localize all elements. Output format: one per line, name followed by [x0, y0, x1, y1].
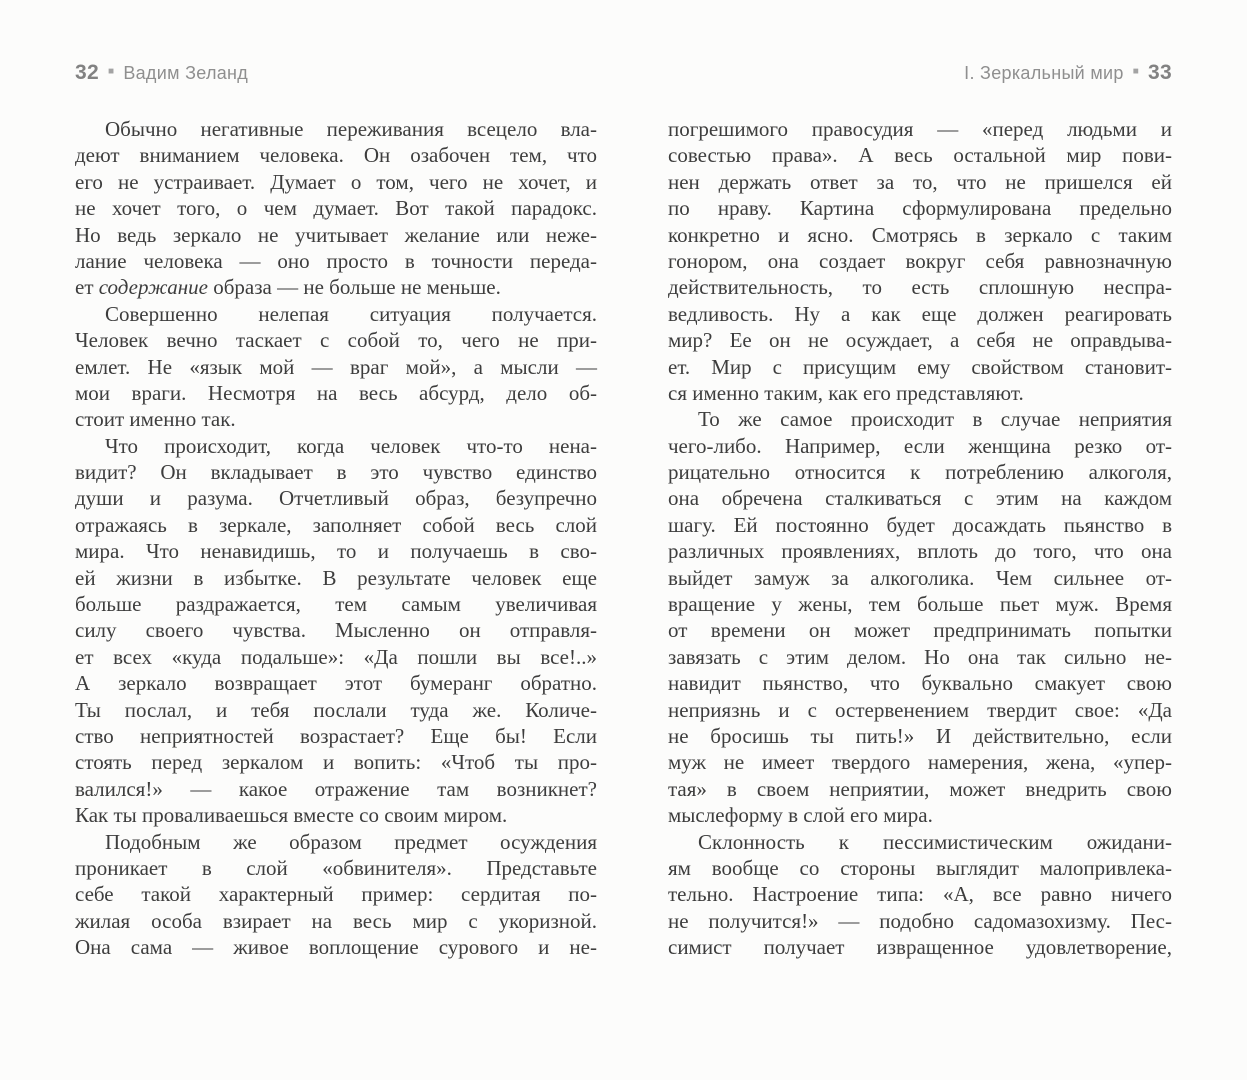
text-line: больше раздражается, тем самым увеличивая [75, 592, 597, 617]
text-line: ям вообще со стороны выглядит малопривлека- [668, 855, 1172, 880]
text-line: Но ведь зеркало не учитывает желание или неже- [75, 222, 597, 247]
text-line: мои враги. Несмотря на весь абсурд, дело об- [75, 380, 597, 405]
text-line: валился!» — какое отражение там возникнет? [75, 776, 597, 801]
text-line: Человек вечно таскает с собой то, чего не при- [75, 328, 597, 353]
text-line: навидит пьянство, что буквально смакует свою [668, 671, 1172, 696]
text-line: видит? Он вкладывает в это чувство единство [75, 460, 597, 485]
text-line: стоять перед зеркалом и вопить: «Чтоб ты про- [75, 750, 597, 775]
text-line: деют вниманием человека. Он озабочен тем, что [75, 143, 597, 168]
text-line: Склонность к пессимистическим ожидани- [698, 829, 1172, 854]
text-line: ство неприятностей возрастает? Еще бы! Если [75, 723, 597, 748]
text-line: Как ты проваливаешься вместе со своим миром. [75, 803, 508, 828]
text-line: шагу. Ей постоянно будет досаждать пьянство в [668, 512, 1172, 537]
text-line: души и разума. Отчетливый образ, безупречно [75, 486, 597, 511]
text-line: отражаясь в зеркале, заполняет собой весь слой [75, 512, 597, 537]
text-line: ся именно таким, как его представляют. [668, 380, 1024, 405]
text-line: ей жизни в избытке. В результате человек еще [75, 565, 597, 590]
page-left [75, 62, 597, 961]
text-line: ведливость. Ну а как еще должен реагировать [668, 301, 1172, 326]
text-line: чего-либо. Например, если женщина резко от- [668, 433, 1172, 458]
text-line: нен держать ответ за то, что не пришелся ей [668, 169, 1172, 194]
text-line: симист получает извращенное удовлетворение, [668, 935, 1172, 960]
text-line: не получится!» — подобно садомазохизму. Пес- [668, 908, 1172, 933]
text-line: стоит именно так. [75, 407, 236, 432]
text-line: Совершенно нелепая ситуация получается. [105, 301, 597, 326]
running-header-left [75, 62, 597, 84]
page-right [668, 62, 1172, 961]
page-left-body [75, 116, 597, 961]
text-line: его не устраивает. Думает о том, чего не хочет, и [75, 169, 597, 194]
text-line: гонором, она создает вокруг себя равнозначную [668, 248, 1172, 273]
text-line: тельно. Настроение типа: «А, все равно ничего [668, 882, 1172, 907]
text-line: погрешимого правосудия — «перед людьми и [668, 117, 1172, 141]
page-right-body [668, 116, 1172, 961]
text-line: она обречена сталкиваться с этим на каждом [668, 486, 1172, 511]
text-line: ет всех «куда подальше»: «Да пошли вы все!..» [75, 644, 597, 669]
text-line: жилая особа взирает на весь мир с укоризной. [75, 908, 597, 933]
text-line: неприязнь и с остервенением твердит свое: «Да [668, 697, 1172, 722]
text-line: А зеркало возвращает этот бумеранг обратно. [75, 671, 597, 696]
text-line: завязать с этим делом. Но она так сильно не- [668, 644, 1172, 669]
text-line: лание человека — оно просто в точности переда- [75, 248, 597, 273]
text-line: Что происходит, когда человек что-то нена- [105, 433, 597, 458]
text-line: вращение у жены, тем больше пьет муж. Время [668, 592, 1172, 617]
text-line: То же самое происходит в случае неприятия [698, 407, 1172, 432]
text-line: рицательно относится к потреблению алкоголя, [668, 460, 1172, 485]
text-line: себе такой характерный пример: сердитая по- [75, 882, 597, 907]
text-line: не хочет того, о чем думает. Вот такой парадокс. [75, 196, 597, 221]
page-number-right: 33 [1148, 61, 1172, 84]
text-line: от времени он может предпринимать попытки [668, 618, 1172, 643]
text-line: мир? Ее он не осуждает, а себя не оправдыва- [668, 328, 1172, 353]
running-title-author: Вадим Зеланд [123, 62, 249, 83]
text-line: действительность, то есть сплошную неспра- [668, 275, 1172, 300]
text-line: по нраву. Картина сформулирована предельно [668, 196, 1172, 221]
page-number-left: 32 [75, 61, 99, 84]
running-title-chapter: I. Зеркальный мир [964, 62, 1124, 83]
text-line: не бросишь ты пить!» И действительно, если [668, 723, 1172, 748]
text-line: ет содержание образа — не больше не меньше. [75, 275, 501, 300]
text-line: Она сама — живое воплощение сурового и не- [75, 935, 597, 960]
text-line: конкретно и ясно. Смотрясь в зеркало с таким [668, 222, 1172, 247]
square-separator-icon: ■ [1132, 66, 1140, 77]
text-line: Подобным же образом предмет осуждения [105, 829, 597, 854]
text-line: муж не имеет твердого намерения, жена, «упер- [668, 750, 1172, 775]
text-line: выйдет замуж за алкоголика. Чем сильнее от- [668, 565, 1172, 590]
text-line: ет. Мир с присущим ему свойством становит- [668, 354, 1172, 379]
text-line: Обычно негативные переживания всецело вла- [105, 117, 597, 141]
text-line: совестью права». А весь остальной мир пови- [668, 143, 1172, 168]
text-line: мира. Что ненавидишь, то и получаешь в сво- [75, 539, 597, 564]
square-separator-icon: ■ [107, 66, 115, 77]
text-line: тая» в своем неприятии, может внедрить свою [668, 776, 1172, 801]
running-header-right [668, 62, 1172, 84]
text-line: мыслеформу в слой его мира. [668, 803, 933, 828]
text-line: проникает в слой «обвинителя». Представьте [75, 855, 597, 880]
text-line: емлет. Не «язык мой — враг мой», а мысли — [75, 354, 597, 379]
text-line: силу своего чувства. Мысленно он отправля- [75, 618, 597, 643]
text-line: различных проявлениях, вплоть до того, что она [668, 539, 1172, 564]
text-line: Ты послал, и тебя послали туда же. Количе- [75, 697, 597, 722]
